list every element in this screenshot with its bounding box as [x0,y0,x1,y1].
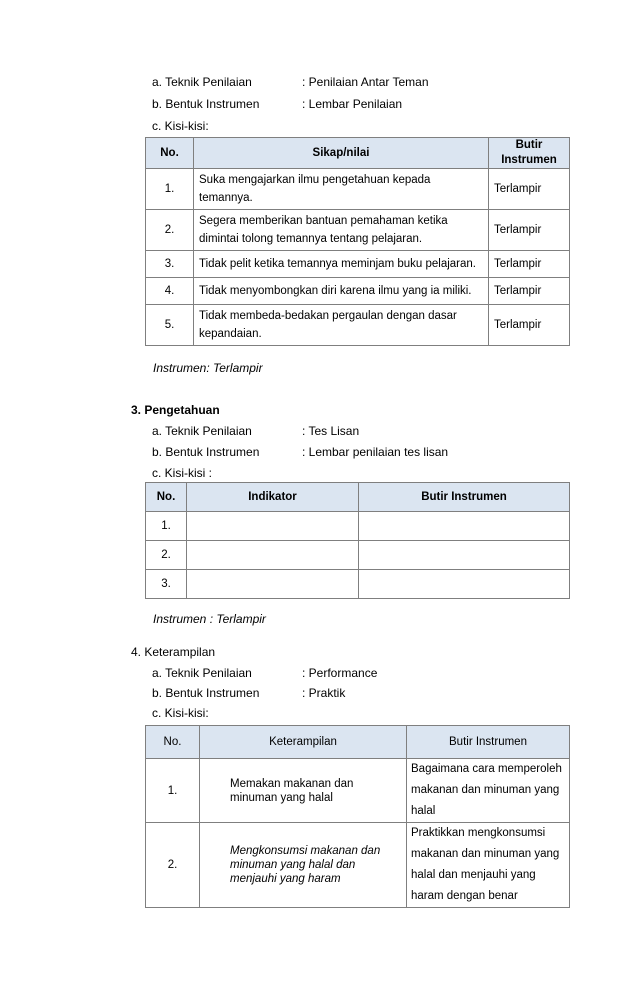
instrumen-note: Instrumen: Terlampir [153,361,263,375]
row-sikap: Tidak pelit ketika temannya meminjam buku pelajaran. [199,258,476,270]
header-no: No. [146,483,187,512]
kisi-kisi-label: c. Kisi-kisi: [152,706,209,720]
row-butir: Terlampir [494,319,542,331]
header-butir: Butir Instrumen [489,138,570,169]
header-sikap: Sikap/nilai [194,138,489,169]
bentuk-label: b. Bentuk Instrumen [152,445,260,459]
row-keterampilan: Mengkonsumsi makanan dan minuman yang halal dan menjauhi yang haram [230,845,381,885]
table-row [146,305,570,346]
row-butir: Terlampir [494,285,542,297]
bentuk-value: : Lembar Penilaian [302,97,403,111]
row-sikap: Tidak membeda-bedakan pergaulan dengan dasar kepandaian. [199,310,457,340]
row-no: 2. [146,210,194,251]
table-row [146,251,570,278]
instrumen-note: Instrumen : Terlampir [153,612,266,626]
kisi-kisi-label: c. Kisi-kisi: [152,119,209,133]
row-keterampilan: Memakan makanan dan minuman yang halal [230,777,354,804]
header-indikator: Indikator [187,483,359,512]
row-butir [359,541,570,570]
bentuk-value: : Lembar penilaian tes lisan [302,445,449,459]
section-title-pengetahuan: 3. Pengetahuan [131,403,220,417]
row-butir [359,570,570,599]
header-no: No. [146,138,194,169]
row-no: 2. [146,823,200,908]
table-row [146,570,570,599]
bentuk-label: b. Bentuk Instrumen [152,686,260,700]
keterampilan-table [145,725,570,908]
row-butir: Terlampir [494,258,542,270]
row-no: 3. [146,251,194,278]
row-no: 1. [146,169,194,210]
row-butir: Praktikkan mengkonsumsi makanan dan minuman yang halal dan menjauhi yang haram dengan benar [411,827,560,902]
row-butir: Terlampir [494,224,542,236]
table-row [146,759,570,823]
header-no: No. [146,726,200,759]
row-butir [359,512,570,541]
row-indikator [187,570,359,599]
bentuk-value: : Praktik [302,686,346,700]
header-butir: Butir Instrumen [359,483,570,512]
row-sikap: Tidak menyombongkan diri karena ilmu yang ia miliki. [199,285,472,297]
teknik-label: a. Teknik Penilaian [152,75,252,89]
section-title-keterampilan: 4. Keterampilan [131,645,216,659]
kisi-kisi-label: c. Kisi-kisi : [152,466,212,480]
table-row [146,541,570,570]
teknik-label: a. Teknik Penilaian [152,424,252,438]
row-butir: Terlampir [494,183,542,195]
teknik-value: : Penilaian Antar Teman [302,75,429,89]
bentuk-label: b. Bentuk Instrumen [152,97,260,111]
row-sikap: Suka mengajarkan ilmu pengetahuan kepada temannya. [199,174,431,204]
sikap-table [145,137,570,346]
row-no: 1. [146,759,200,823]
table-row [146,512,570,541]
table-row [146,169,570,210]
row-no: 3. [146,570,187,599]
row-no: 4. [146,278,194,305]
teknik-value: : Performance [302,666,378,680]
indikator-table [145,482,570,599]
teknik-label: a. Teknik Penilaian [152,666,252,680]
row-no: 5. [146,305,194,346]
table-row [146,278,570,305]
row-butir: Bagaimana cara memperoleh makanan dan minuman yang halal [411,763,562,817]
row-no: 1. [146,512,187,541]
teknik-value: : Tes Lisan [302,424,360,438]
table-row [146,210,570,251]
row-indikator [187,541,359,570]
table-row [146,823,570,908]
header-keterampilan: Keterampilan [200,726,407,759]
header-butir: Butir Instrumen [407,726,570,759]
row-no: 2. [146,541,187,570]
row-indikator [187,512,359,541]
row-sikap: Segera memberikan bantuan pemahaman ketika dimintai tolong temannya tentang pelajaran. [199,215,448,245]
